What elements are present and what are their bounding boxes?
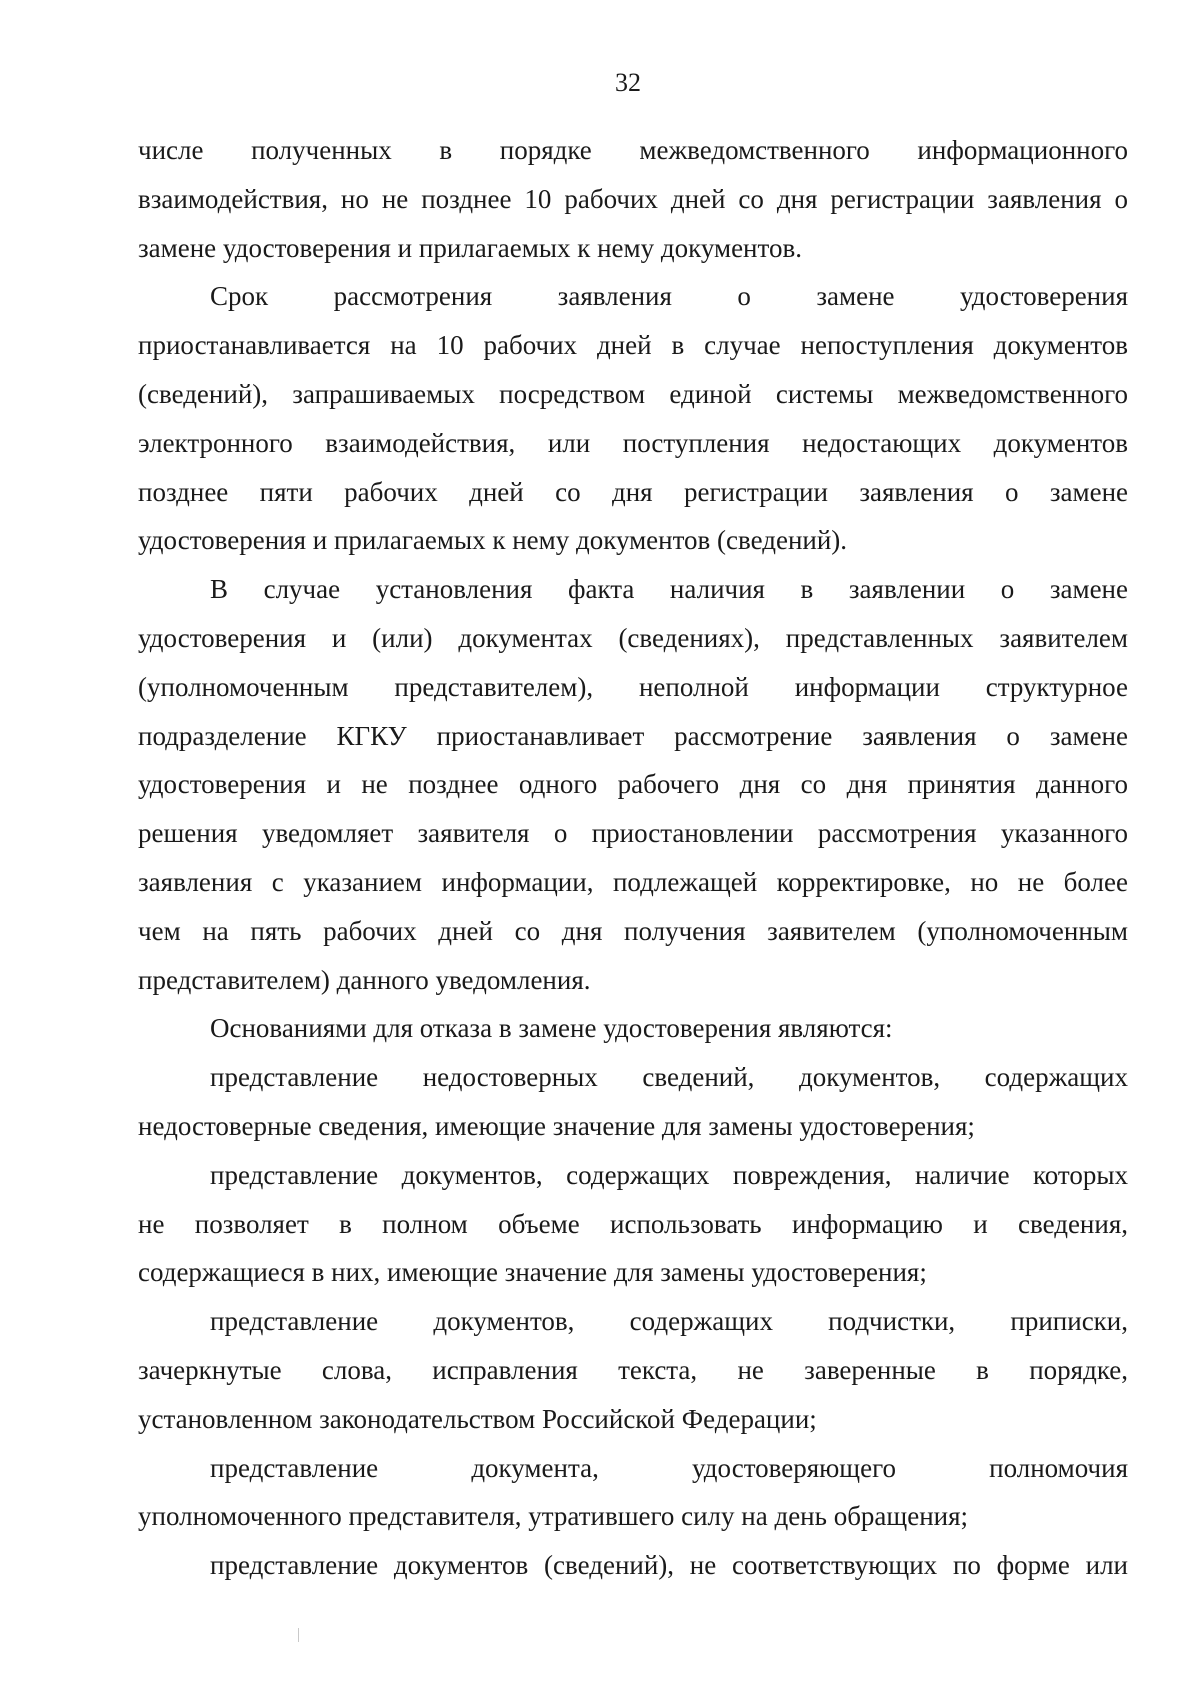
list-item-expired-authority xyxy=(138,1444,1128,1542)
text-line: представление документов (сведений), не соответствующих по форме или xyxy=(210,1550,1128,1581)
text-line: уполномоченного представителя, утратившего силу на день обращения; xyxy=(138,1501,969,1532)
list-item-nonconforming-documents xyxy=(138,1541,1128,1590)
text-line: установленном законодательством Российской Федерации; xyxy=(138,1403,817,1434)
list-item-damaged-documents xyxy=(138,1151,1128,1297)
text-line: (сведений), запрашиваемых посредством единой системы межведомственного xyxy=(138,378,1128,409)
scan-artifact xyxy=(298,1628,299,1642)
text-line: представление недостоверных сведений, документов, содержащих xyxy=(210,1062,1128,1093)
text-line: представителем) данного уведомления. xyxy=(138,964,591,995)
paragraph-continuation xyxy=(138,126,1128,272)
text-line: (уполномоченным представителем), неполной информации структурное xyxy=(138,671,1128,702)
text-line: позднее пяти рабочих дней со дня регистрации заявления о замене xyxy=(138,476,1128,507)
text-line: представление документов, содержащих подчистки, приписки, xyxy=(210,1306,1128,1337)
document-body xyxy=(138,126,1128,1590)
list-item-erasures-corrections xyxy=(138,1297,1128,1443)
text-line: зачеркнутые слова, исправления текста, не заверенные в порядке, xyxy=(138,1354,1128,1385)
text-line: недостоверные сведения, имеющие значение для замены удостоверения; xyxy=(138,1110,975,1141)
text-line: решения уведомляет заявителя о приостановлении рассмотрения указанного xyxy=(138,818,1128,849)
text-line: удостоверения и прилагаемых к нему документов (сведений). xyxy=(138,525,848,556)
text-line: Срок рассмотрения заявления о замене удостоверения xyxy=(210,281,1128,312)
text-line: электронного взаимодействия, или поступления недостающих документов xyxy=(138,427,1128,458)
text-line: удостоверения и не позднее одного рабочего дня со дня принятия данного xyxy=(138,769,1128,800)
text-line: подразделение КГКУ приостанавливает рассмотрение заявления о замене xyxy=(138,720,1128,751)
text-line: удостоверения и (или) документах (сведениях), представленных заявителем xyxy=(138,622,1128,653)
text-line: взаимодействия, но не позднее 10 рабочих дней со дня регистрации заявления о xyxy=(138,183,1128,214)
text-line: заявления с указанием информации, подлежащей корректировке, но не более xyxy=(138,866,1128,897)
text-line: Основаниями для отказа в замене удостоверения являются: xyxy=(210,1013,893,1044)
paragraph-refusal-grounds-intro xyxy=(138,1004,1128,1053)
text-line: представление документа, удостоверяющего полномочия xyxy=(210,1452,1128,1483)
text-line: числе полученных в порядке межведомственного информационного xyxy=(138,135,1128,165)
text-line: замене удостоверения и прилагаемых к нему документов. xyxy=(138,232,802,263)
text-line: чем на пять рабочих дней со дня получения заявителем (уполномоченным xyxy=(138,915,1128,946)
text-line: представление документов, содержащих повреждения, наличие которых xyxy=(210,1159,1128,1190)
text-line: В случае установления факта наличия в заявлении о замене xyxy=(210,574,1128,605)
text-line: содержащиеся в них, имеющие значение для замены удостоверения; xyxy=(138,1257,927,1288)
text-line: приостанавливается на 10 рабочих дней в случае непоступления документов xyxy=(138,330,1128,361)
list-item-unreliable-info xyxy=(138,1053,1128,1151)
page-number: 32 xyxy=(615,68,641,97)
paragraph-incomplete-info xyxy=(138,565,1128,1004)
text-line: не позволяет в полном объеме использовать информацию и сведения, xyxy=(138,1208,1128,1239)
paragraph-suspension-term xyxy=(138,272,1128,565)
